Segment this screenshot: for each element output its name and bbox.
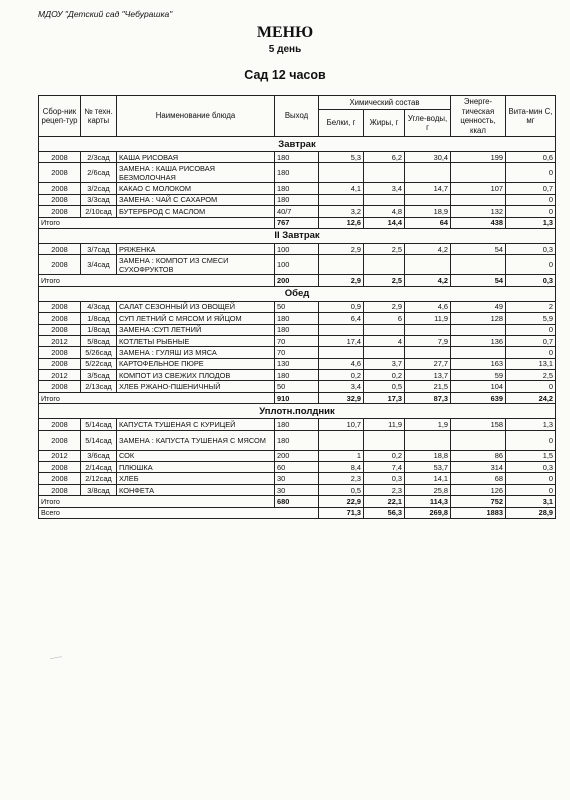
- table-row: [39, 381, 556, 392]
- recipe-book-cell: 2008: [39, 324, 81, 335]
- table-row: [39, 206, 556, 217]
- total-row: [39, 496, 556, 507]
- vitamin-cell: 5,9: [506, 313, 556, 324]
- vitamin-cell: 1,5: [506, 450, 556, 461]
- fat-cell: 2,3: [364, 484, 405, 495]
- total-protein: 22,9: [319, 496, 364, 507]
- tech-card-cell: 3/2сад: [81, 183, 117, 194]
- total-carb: 64: [405, 217, 451, 228]
- protein-cell: [319, 430, 364, 450]
- dish-name-cell: ЗАМЕНА : КОМПОТ ИЗ СМЕСИ СУХОФРУКТОВ: [117, 255, 275, 275]
- dish-name-cell: ЗАМЕНА : КАША РИСОВАЯ БЕЗМОЛОЧНАЯ: [117, 163, 275, 183]
- vitamin-cell: 13,1: [506, 358, 556, 369]
- total-vitamin: 24,2: [506, 392, 556, 403]
- recipe-book-cell: 2008: [39, 381, 81, 392]
- carb-cell: 18,9: [405, 206, 451, 217]
- carb-cell: 1,9: [405, 419, 451, 430]
- col-dish-name: Наименование блюда: [117, 96, 275, 137]
- grand-carb: 269,8: [405, 507, 451, 518]
- fat-cell: [364, 324, 405, 335]
- tech-card-cell: 5/14сад: [81, 419, 117, 430]
- recipe-book-cell: 2008: [39, 301, 81, 312]
- table-row: [39, 301, 556, 312]
- dish-name-cell: БУТЕРБРОД С МАСЛОМ: [117, 206, 275, 217]
- carb-cell: 18,8: [405, 450, 451, 461]
- energy-cell: 68: [451, 473, 506, 484]
- recipe-book-cell: 2008: [39, 484, 81, 495]
- vitamin-cell: 0: [506, 255, 556, 275]
- total-label: Итого: [39, 275, 275, 286]
- fat-cell: 4: [364, 335, 405, 346]
- energy-cell: 199: [451, 152, 506, 163]
- col-sbornik: Сбор-ник рецеп-тур: [39, 96, 81, 137]
- recipe-book-cell: 2008: [39, 462, 81, 473]
- yield-cell: 180: [275, 324, 319, 335]
- tech-card-cell: 5/22сад: [81, 358, 117, 369]
- vitamin-cell: 2,5: [506, 370, 556, 381]
- col-vitamin: Вита-мин С, мг: [506, 96, 556, 137]
- table-row: [39, 430, 556, 450]
- grand-total-row: [39, 507, 556, 518]
- protein-cell: 3,2: [319, 206, 364, 217]
- carb-cell: 21,5: [405, 381, 451, 392]
- energy-cell: 107: [451, 183, 506, 194]
- protein-cell: 3,4: [319, 381, 364, 392]
- dish-name-cell: СОК: [117, 450, 275, 461]
- carb-cell: [405, 324, 451, 335]
- tech-card-cell: 3/8сад: [81, 484, 117, 495]
- recipe-book-cell: 2008: [39, 473, 81, 484]
- energy-cell: 104: [451, 381, 506, 392]
- recipe-book-cell: 2008: [39, 194, 81, 205]
- section-title: Завтрак: [39, 137, 556, 152]
- table-row: [39, 243, 556, 254]
- vitamin-cell: 0,3: [506, 243, 556, 254]
- vitamin-cell: 0: [506, 324, 556, 335]
- total-carb: 114,3: [405, 496, 451, 507]
- vitamin-cell: 0: [506, 430, 556, 450]
- table-row: [39, 194, 556, 205]
- table-row: [39, 370, 556, 381]
- total-carb: 87,3: [405, 392, 451, 403]
- recipe-book-cell: 2008: [39, 163, 81, 183]
- tech-card-cell: 2/6сад: [81, 163, 117, 183]
- page-title: МЕНЮ: [256, 24, 314, 41]
- section-header: [39, 286, 556, 301]
- fat-cell: 6,2: [364, 152, 405, 163]
- fat-cell: [364, 255, 405, 275]
- tech-card-cell: 3/5сад: [81, 370, 117, 381]
- yield-cell: 70: [275, 335, 319, 346]
- yield-cell: 180: [275, 183, 319, 194]
- yield-cell: 180: [275, 194, 319, 205]
- vitamin-cell: 0: [506, 347, 556, 358]
- table-row: [39, 358, 556, 369]
- tech-card-cell: 5/8сад: [81, 335, 117, 346]
- table-row: [39, 152, 556, 163]
- total-yield: 767: [275, 217, 319, 228]
- dish-name-cell: ЗАМЕНА :СУП ЛЕТНИЙ: [117, 324, 275, 335]
- grand-fat: 56,3: [364, 507, 405, 518]
- recipe-book-cell: 2008: [39, 255, 81, 275]
- table-row: [39, 163, 556, 183]
- total-row: [39, 392, 556, 403]
- dish-name-cell: КАПУСТА ТУШЕНАЯ С КУРИЦЕЙ: [117, 419, 275, 430]
- dish-name-cell: КОНФЕТА: [117, 484, 275, 495]
- tech-card-cell: 3/6сад: [81, 450, 117, 461]
- protein-cell: 0,2: [319, 370, 364, 381]
- dish-name-cell: КОМПОТ ИЗ СВЕЖИХ ПЛОДОВ: [117, 370, 275, 381]
- total-energy: 752: [451, 496, 506, 507]
- recipe-book-cell: 2008: [39, 419, 81, 430]
- protein-cell: 0,9: [319, 301, 364, 312]
- col-yield: Выход: [275, 96, 319, 137]
- energy-cell: 128: [451, 313, 506, 324]
- vitamin-cell: 2: [506, 301, 556, 312]
- fat-cell: [364, 347, 405, 358]
- recipe-book-cell: 2008: [39, 313, 81, 324]
- energy-cell: 163: [451, 358, 506, 369]
- tech-card-cell: 3/7сад: [81, 243, 117, 254]
- energy-cell: [451, 194, 506, 205]
- vitamin-cell: 0: [506, 206, 556, 217]
- tech-card-cell: 1/8сад: [81, 313, 117, 324]
- group-label: Сад 12 часов: [244, 68, 326, 82]
- carb-cell: 14,1: [405, 473, 451, 484]
- total-yield: 680: [275, 496, 319, 507]
- total-protein: 2,9: [319, 275, 364, 286]
- tech-card-cell: 2/10сад: [81, 206, 117, 217]
- total-protein: 12,6: [319, 217, 364, 228]
- energy-cell: [451, 430, 506, 450]
- yield-cell: 180: [275, 163, 319, 183]
- dish-name-cell: ХЛЕБ РЖАНО-ПШЕНИЧНЫЙ: [117, 381, 275, 392]
- carb-cell: 11,9: [405, 313, 451, 324]
- dish-name-cell: САЛАТ СЕЗОННЫЙ ИЗ ОВОЩЕЙ: [117, 301, 275, 312]
- tech-card-cell: 1/8сад: [81, 324, 117, 335]
- section-title: Уплотн.полдник: [39, 404, 556, 419]
- grand-total-label: Всего: [39, 507, 319, 518]
- carb-cell: 13,7: [405, 370, 451, 381]
- protein-cell: 8,4: [319, 462, 364, 473]
- total-energy: 438: [451, 217, 506, 228]
- dish-name-cell: ЗАМЕНА : ГУЛЯШ ИЗ МЯСА: [117, 347, 275, 358]
- energy-cell: [451, 163, 506, 183]
- energy-cell: 132: [451, 206, 506, 217]
- total-label: Итого: [39, 217, 275, 228]
- vitamin-cell: 0: [506, 194, 556, 205]
- fat-cell: 2,9: [364, 301, 405, 312]
- protein-cell: 5,3: [319, 152, 364, 163]
- carb-cell: [405, 430, 451, 450]
- dish-name-cell: ХЛЕБ: [117, 473, 275, 484]
- grand-energy: 1883: [451, 507, 506, 518]
- grand-vitamin: 28,9: [506, 507, 556, 518]
- vitamin-cell: 0,6: [506, 152, 556, 163]
- vitamin-cell: 0,7: [506, 335, 556, 346]
- table-row: [39, 473, 556, 484]
- total-energy: 54: [451, 275, 506, 286]
- carb-cell: 30,4: [405, 152, 451, 163]
- total-energy: 639: [451, 392, 506, 403]
- section-header: [39, 228, 556, 243]
- dish-name-cell: ПЛЮШКА: [117, 462, 275, 473]
- fat-cell: 0,2: [364, 370, 405, 381]
- yield-cell: 70: [275, 347, 319, 358]
- vitamin-cell: 0,3: [506, 462, 556, 473]
- section-title: II Завтрак: [39, 228, 556, 243]
- col-chem: Химический состав: [319, 96, 451, 110]
- vitamin-cell: 0: [506, 484, 556, 495]
- col-protein: Белки, г: [319, 110, 364, 137]
- energy-cell: 136: [451, 335, 506, 346]
- energy-cell: [451, 255, 506, 275]
- col-fat: Жиры, г: [364, 110, 405, 137]
- vitamin-cell: 1,3: [506, 419, 556, 430]
- recipe-book-cell: 2008: [39, 152, 81, 163]
- protein-cell: 0,5: [319, 484, 364, 495]
- fat-cell: 6: [364, 313, 405, 324]
- carb-cell: 4,2: [405, 243, 451, 254]
- total-protein: 32,9: [319, 392, 364, 403]
- vitamin-cell: 0: [506, 163, 556, 183]
- fat-cell: [364, 163, 405, 183]
- scan-mark: ~~~: [49, 653, 63, 664]
- tech-card-cell: 5/14сад: [81, 430, 117, 450]
- carb-cell: 27,7: [405, 358, 451, 369]
- col-energy: Энерге-тическая ценность, ккал: [451, 96, 506, 137]
- protein-cell: 10,7: [319, 419, 364, 430]
- tech-card-cell: 2/13сад: [81, 381, 117, 392]
- yield-cell: 40/7: [275, 206, 319, 217]
- energy-cell: 158: [451, 419, 506, 430]
- table-row: [39, 347, 556, 358]
- tech-card-cell: 3/4сад: [81, 255, 117, 275]
- table-row: [39, 484, 556, 495]
- recipe-book-cell: 2008: [39, 206, 81, 217]
- recipe-book-cell: 2012: [39, 370, 81, 381]
- tech-card-cell: 4/3сад: [81, 301, 117, 312]
- recipe-book-cell: 2008: [39, 358, 81, 369]
- recipe-book-cell: 2008: [39, 347, 81, 358]
- menu-table: [38, 95, 556, 519]
- fat-cell: 7,4: [364, 462, 405, 473]
- dish-name-cell: КАША РИСОВАЯ: [117, 152, 275, 163]
- carb-cell: 4,6: [405, 301, 451, 312]
- protein-cell: [319, 194, 364, 205]
- protein-cell: 2,9: [319, 243, 364, 254]
- fat-cell: 2,5: [364, 243, 405, 254]
- protein-cell: [319, 163, 364, 183]
- vitamin-cell: 0,7: [506, 183, 556, 194]
- total-fat: 14,4: [364, 217, 405, 228]
- energy-cell: 314: [451, 462, 506, 473]
- fat-cell: 4,8: [364, 206, 405, 217]
- yield-cell: 60: [275, 462, 319, 473]
- total-vitamin: 0,3: [506, 275, 556, 286]
- yield-cell: 30: [275, 473, 319, 484]
- protein-cell: 4,1: [319, 183, 364, 194]
- vitamin-cell: 0: [506, 381, 556, 392]
- total-carb: 4,2: [405, 275, 451, 286]
- total-label: Итого: [39, 392, 275, 403]
- total-vitamin: 1,3: [506, 217, 556, 228]
- yield-cell: 30: [275, 484, 319, 495]
- energy-cell: 59: [451, 370, 506, 381]
- total-label: Итого: [39, 496, 275, 507]
- energy-cell: 54: [451, 243, 506, 254]
- dish-name-cell: КОТЛЕТЫ РЫБНЫЕ: [117, 335, 275, 346]
- fat-cell: 0,3: [364, 473, 405, 484]
- energy-cell: 86: [451, 450, 506, 461]
- table-row: [39, 419, 556, 430]
- fat-cell: 0,5: [364, 381, 405, 392]
- protein-cell: 1: [319, 450, 364, 461]
- table-row: [39, 183, 556, 194]
- yield-cell: 130: [275, 358, 319, 369]
- dish-name-cell: КАРТОФЕЛЬНОЕ ПЮРЕ: [117, 358, 275, 369]
- tech-card-cell: 2/3сад: [81, 152, 117, 163]
- protein-cell: 6,4: [319, 313, 364, 324]
- carb-cell: 25,8: [405, 484, 451, 495]
- carb-cell: [405, 255, 451, 275]
- table-row: [39, 255, 556, 275]
- recipe-book-cell: 2008: [39, 183, 81, 194]
- day-label: 5 день: [268, 44, 302, 55]
- table-row: [39, 462, 556, 473]
- dish-name-cell: ЗАМЕНА : ЧАЙ С САХАРОМ: [117, 194, 275, 205]
- tech-card-cell: 3/3сад: [81, 194, 117, 205]
- total-vitamin: 3,1: [506, 496, 556, 507]
- total-row: [39, 275, 556, 286]
- energy-cell: [451, 324, 506, 335]
- carb-cell: 7,9: [405, 335, 451, 346]
- protein-cell: [319, 255, 364, 275]
- fat-cell: [364, 430, 405, 450]
- total-fat: 22,1: [364, 496, 405, 507]
- carb-cell: 14,7: [405, 183, 451, 194]
- recipe-book-cell: 2008: [39, 430, 81, 450]
- yield-cell: 50: [275, 301, 319, 312]
- fat-cell: 11,9: [364, 419, 405, 430]
- protein-cell: [319, 347, 364, 358]
- energy-cell: [451, 347, 506, 358]
- total-yield: 910: [275, 392, 319, 403]
- total-row: [39, 217, 556, 228]
- protein-cell: 17,4: [319, 335, 364, 346]
- col-carb: Угле-воды, г: [405, 110, 451, 137]
- carb-cell: 53,7: [405, 462, 451, 473]
- total-yield: 200: [275, 275, 319, 286]
- dish-name-cell: ЗАМЕНА : КАПУСТА ТУШЕНАЯ С МЯСОМ: [117, 430, 275, 450]
- tech-card-cell: 2/12сад: [81, 473, 117, 484]
- dish-name-cell: РЯЖЕНКА: [117, 243, 275, 254]
- yield-cell: 50: [275, 381, 319, 392]
- protein-cell: [319, 324, 364, 335]
- yield-cell: 180: [275, 419, 319, 430]
- vitamin-cell: 0: [506, 473, 556, 484]
- protein-cell: 4,6: [319, 358, 364, 369]
- yield-cell: 100: [275, 255, 319, 275]
- tech-card-cell: 2/14сад: [81, 462, 117, 473]
- col-tech-card: № техн. карты: [81, 96, 117, 137]
- dish-name-cell: КАКАО С МОЛОКОМ: [117, 183, 275, 194]
- energy-cell: 49: [451, 301, 506, 312]
- energy-cell: 126: [451, 484, 506, 495]
- fat-cell: 3,4: [364, 183, 405, 194]
- table-row: [39, 324, 556, 335]
- section-title: Обед: [39, 286, 556, 301]
- menu-body: [39, 137, 556, 519]
- total-fat: 2,5: [364, 275, 405, 286]
- organization-name: МДОУ "Детский сад "Чебурашка": [38, 9, 173, 19]
- tech-card-cell: 5/26сад: [81, 347, 117, 358]
- dish-name-cell: СУП ЛЕТНИЙ С МЯСОМ И ЯЙЦОМ: [117, 313, 275, 324]
- table-row: [39, 335, 556, 346]
- total-fat: 17,3: [364, 392, 405, 403]
- fat-cell: 3,7: [364, 358, 405, 369]
- yield-cell: 180: [275, 313, 319, 324]
- carb-cell: [405, 194, 451, 205]
- table-row: [39, 313, 556, 324]
- recipe-book-cell: 2008: [39, 243, 81, 254]
- fat-cell: [364, 194, 405, 205]
- yield-cell: 100: [275, 243, 319, 254]
- recipe-book-cell: 2012: [39, 335, 81, 346]
- grand-protein: 71,3: [319, 507, 364, 518]
- table-row: [39, 450, 556, 461]
- yield-cell: 180: [275, 370, 319, 381]
- fat-cell: 0,2: [364, 450, 405, 461]
- carb-cell: [405, 347, 451, 358]
- yield-cell: 200: [275, 450, 319, 461]
- section-header: [39, 404, 556, 419]
- yield-cell: 180: [275, 152, 319, 163]
- protein-cell: 2,3: [319, 473, 364, 484]
- section-header: [39, 137, 556, 152]
- recipe-book-cell: 2012: [39, 450, 81, 461]
- carb-cell: [405, 163, 451, 183]
- yield-cell: 180: [275, 430, 319, 450]
